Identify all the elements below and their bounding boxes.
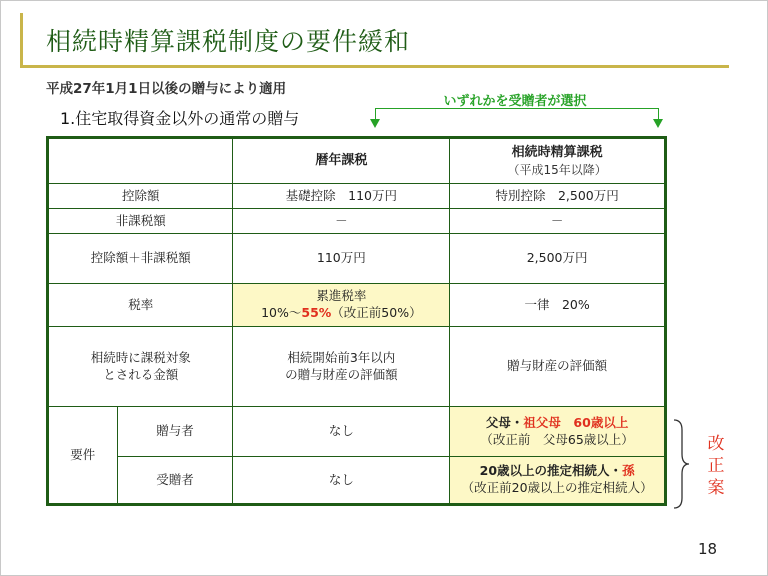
table-row <box>48 407 666 457</box>
cell-calendar: なし <box>233 407 450 457</box>
cell-settlement: 贈与財産の評価額 <box>450 327 666 407</box>
row-label: 控除額＋非課税額 <box>48 234 233 284</box>
donor-requirement-new: 祖父母 60歳以上 <box>523 414 629 430</box>
row-label: 控除額 <box>48 184 233 209</box>
slide-subtitle: 平成27年1月1日以後の贈与により適用 <box>46 81 287 97</box>
table-header-row <box>48 138 666 184</box>
header-settlement-note: （平成15年以降） <box>507 162 607 177</box>
cell-calendar <box>233 327 450 407</box>
donee-requirement <box>454 463 660 480</box>
rate-range-high: 55% <box>301 305 332 320</box>
header-calendar-year: 暦年課税 <box>233 138 450 184</box>
table-row <box>48 234 666 284</box>
rate-type: 累進税率 <box>316 288 367 304</box>
donee-requirement-base: 20歳以上の推定相続人・ <box>479 463 623 479</box>
cell-calendar-rate <box>233 284 450 327</box>
cell-settlement-donor <box>450 407 666 457</box>
cell-calendar: 基礎控除 110万円 <box>233 184 450 209</box>
rate-range-previous: （改正前50%） <box>331 305 422 320</box>
table-row <box>48 184 666 209</box>
header-empty-cell <box>48 138 233 184</box>
table-row <box>48 457 666 505</box>
curly-brace-icon <box>672 418 690 510</box>
arrow-down-icon <box>653 119 663 128</box>
slide-title: 相続時精算課税制度の要件緩和 <box>46 27 411 56</box>
row-label: 非課税額 <box>48 209 233 234</box>
cell-settlement: 特別控除 2,500万円 <box>450 184 666 209</box>
page-number: 18 <box>698 540 718 558</box>
row-label-line2: とされる金額 <box>103 366 179 382</box>
donee-requirement-new: 孫 <box>622 463 635 479</box>
row-label <box>48 327 233 407</box>
cell-settlement-donee <box>450 457 666 505</box>
cell-settlement: 一律 20% <box>450 284 666 327</box>
donee-requirement-previous: （改正前20歳以上の推定相続人） <box>461 480 653 495</box>
arrow-down-icon <box>370 119 380 128</box>
donor-requirement <box>454 415 660 432</box>
cell-calendar: 110万円 <box>233 234 450 284</box>
comparison-table <box>46 136 667 506</box>
table-row <box>48 327 666 407</box>
cell-calendar-line2: の贈与財産の評価額 <box>285 366 398 382</box>
table-row <box>48 284 666 327</box>
row-label-line1: 相続時に課税対象 <box>90 349 191 365</box>
donor-requirement-base: 父母・ <box>485 414 524 430</box>
choice-bracket-line <box>375 108 658 109</box>
donor-label: 贈与者 <box>117 407 233 457</box>
donee-label: 受贈者 <box>117 457 233 505</box>
rate-range-low: 10%～ <box>261 305 302 320</box>
donor-requirement-previous: （改正前 父母65歳以上） <box>480 431 634 447</box>
header-settlement-title: 相続時精算課税 <box>511 145 603 161</box>
requirements-label: 要件 <box>48 407 118 505</box>
cell-calendar: － <box>233 209 450 234</box>
row-label: 税率 <box>48 284 233 327</box>
cell-settlement: － <box>450 209 666 234</box>
choice-note: いずれかを受贈者が選択 <box>443 94 587 109</box>
rate-range <box>237 305 445 322</box>
revision-proposal-note: 改正案 <box>707 434 725 498</box>
header-settlement <box>450 138 666 184</box>
cell-settlement: 2,500万円 <box>450 234 666 284</box>
section-heading: 1.住宅取得資金以外の通常の贈与 <box>60 109 300 128</box>
table-row <box>48 209 666 234</box>
cell-calendar: なし <box>233 457 450 505</box>
cell-calendar-line1: 相続開始前3年以内 <box>287 349 396 365</box>
